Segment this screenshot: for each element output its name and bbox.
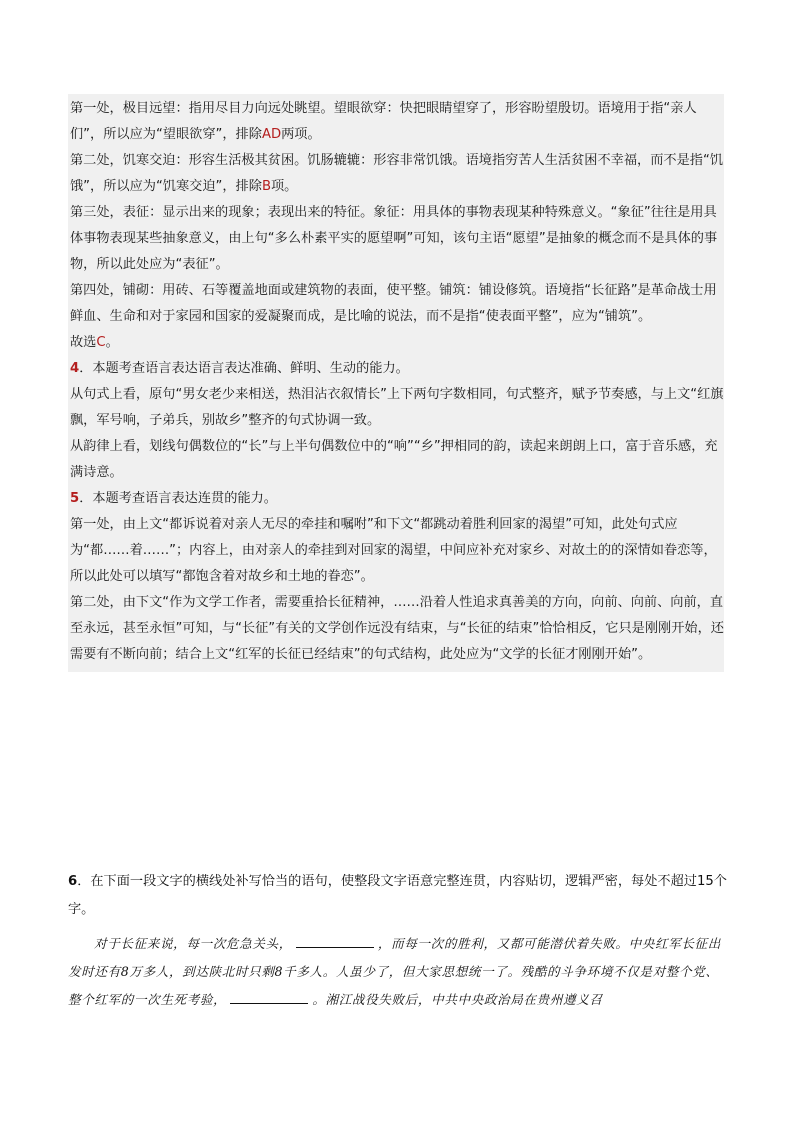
question-5-heading: 5．本题考查语言表达连贯的能力。 — [70, 491, 277, 506]
answer-paragraph-4: 第四处，铺砌：用砖、石等覆盖地面或建筑物的表面，使平整。铺筑：铺设修筑。语境指“长征路”是革命战士用鲜血、生命和对于家园和国家的爱凝聚而成，是比喻的说法，而不是指“使表面平整”，应为“铺筑”。 — [70, 283, 717, 324]
fill-blank-1[interactable] — [296, 934, 374, 948]
answer-paragraph-8: 第一处，由上文“都诉说着对亲人无尽的牵挂和嘱咐”和下文“都跳动着胜利回家的渴望”可知，此处句式应为“都……着……”；内容上，由对亲人的牵挂到对回家的渴望，中间应补充对家乡、对故土的的深情如眷恋等，所以此处可以填写“都饱含着对故乡和土地的眷恋”。 — [70, 517, 717, 584]
answer-choice: 故选C。 — [70, 335, 119, 350]
question-6-passage: 对于长征来说，每一次危急关头， ，而每一次的胜利，又都可能潜伏着失败。中央红军长征出发时还有8万多人，到达陕北时只剩8千多人。人虽少了，但大家思想统一了。残酷的斗争环境不仅是对整个党、整个红军的一次生死考验， 。湘江战役失败后，中共中央政治局在贵州遵义召 — [68, 936, 721, 1007]
answer-paragraph-6: 从句式上看，原句“男女老少来相送，热泪沾衣叙情长”上下两句字数相同，句式整齐，赋予节奏感，与上文“红旗飘，军号响，子弟兵，别故乡”整齐的句式协调一致。 — [70, 387, 724, 428]
question-6-number: 6 — [68, 874, 78, 889]
answer-paragraph-1: 第一处，极目远望：指用尽目力向远处眺望。望眼欲穿：快把眼睛望穿了，形容盼望殷切。语境用于指“亲人们”，所以应为“望眼欲穿”，排除AD两项。 — [70, 101, 697, 142]
answer-letter: C — [96, 335, 106, 350]
option-letters: AD — [261, 127, 282, 142]
answer-paragraph-3: 第三处，表征：显示出来的现象；表现出来的特征。象征：用具体的事物表现某种特殊意义。“象征”往往是用具体事物表现某些抽象意义，由上句“多么朴素平实的愿望啊”可知，该句主语“愿望”是抽象的概念而不是具体的事物，所以此处应为“表征”。 — [70, 205, 718, 272]
question-5-number: 5 — [70, 491, 80, 506]
answer-explanation-block — [68, 94, 724, 672]
option-letter: B — [261, 179, 271, 194]
question-6 — [68, 868, 728, 1014]
answer-paragraph-7: 从韵律上看，划线句偶数位的“长”与上半句偶数位中的“响”“乡”押相同的韵，读起来朗朗上口，富于音乐感，充满诗意。 — [70, 439, 718, 480]
question-4-heading: 4．本题考查语言表达语言表达准确、鲜明、生动的能力。 — [70, 361, 409, 376]
question-6-prompt: 6．在下面一段文字的横线处补写恰当的语句，使整段文字语意完整连贯，内容贴切，逻辑严密，每处不超过15个字。 — [68, 874, 727, 917]
answer-paragraph-2: 第二处，饥寒交迫：形容生活极其贫困。饥肠辘辘：形容非常饥饿。语境指穷苦人生活贫困不幸福，而不是指“饥饿”，所以应为“饥寒交迫”，排除B项。 — [70, 153, 724, 194]
fill-blank-2[interactable] — [230, 990, 308, 1004]
question-4-number: 4 — [70, 361, 80, 376]
answer-paragraph-9: 第二处，由下文“作为文学工作者，需要重拾长征精神，……沿着人性追求真善美的方向，向前、向前、向前，直至永远，甚至永恒”可知，与“长征”有关的文学创作远没有结束，与“长征的结束”恰恰相反，它只是刚刚开始，还需要有不断向前；结合上文“红军的长征已经结束”的句式结构，此处应为“文学的长征才刚刚开始”。 — [70, 595, 724, 662]
